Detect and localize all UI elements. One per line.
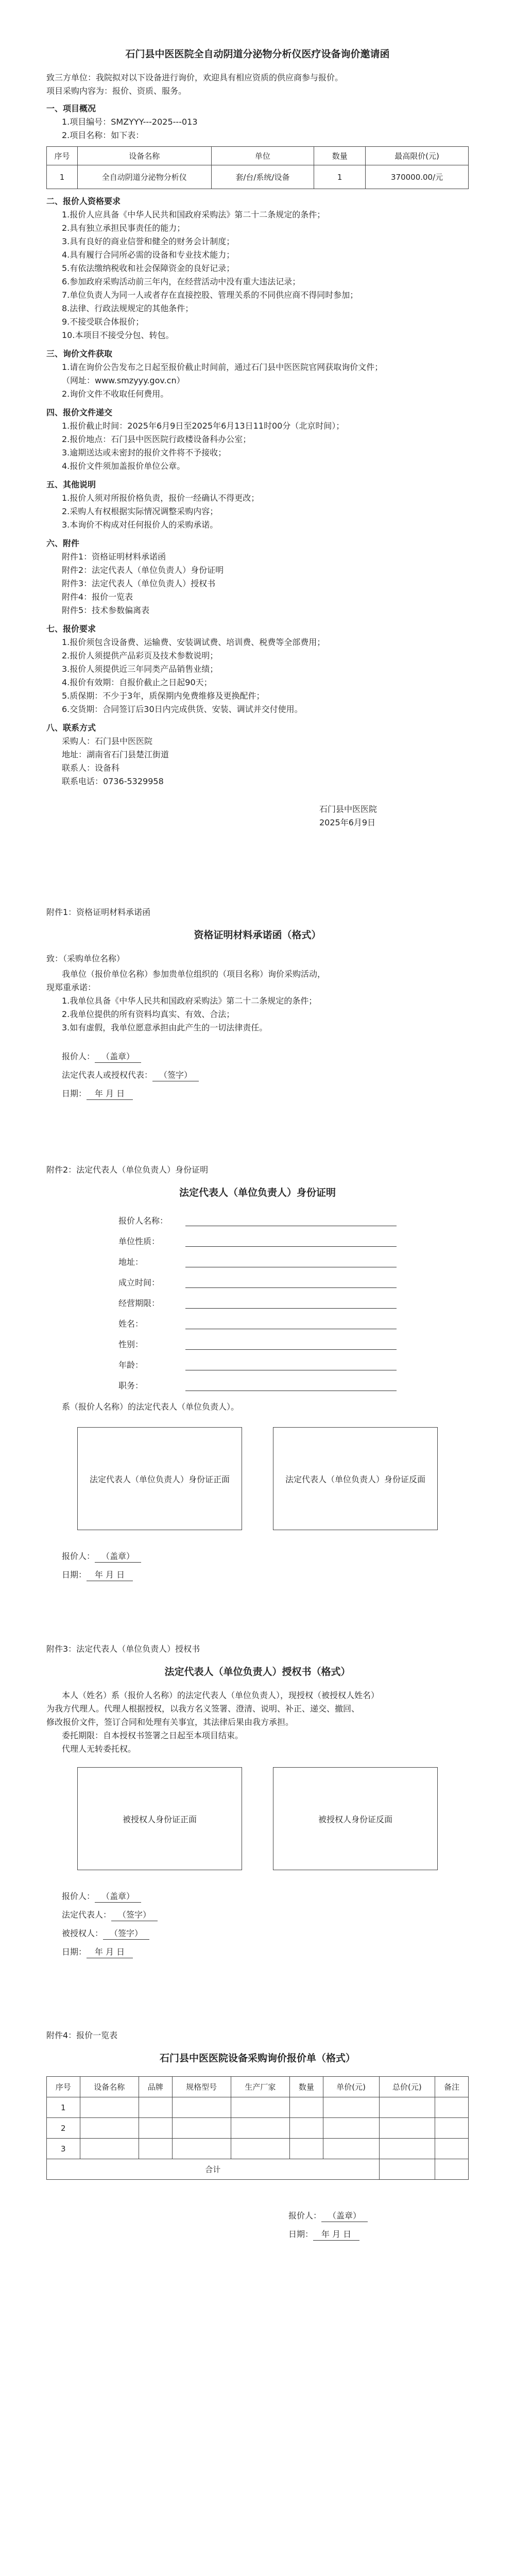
annex-addressee: 致：（采购单位名称）	[46, 954, 125, 963]
list-item: 采购人：石门县中医医院	[62, 736, 153, 746]
table-cell: 1	[47, 165, 78, 189]
table-cell[interactable]	[290, 2139, 323, 2159]
list-item: 联系电话：0736-5329958	[62, 776, 164, 786]
list-item: 1.报价截止时间：2025年6月9日至2025年6月13日11时00分（北京时间）；	[62, 421, 345, 431]
table-cell[interactable]	[379, 2118, 435, 2139]
annex-title: 法定代表人（单位负责人）授权书（格式）	[164, 1666, 351, 1677]
annex-title: 法定代表人（单位负责人）身份证明	[179, 1187, 336, 1198]
signature-line	[62, 1551, 469, 1563]
list-item: 附件4：报价一览表	[62, 592, 133, 602]
signature-field[interactable]: （签字）	[103, 1928, 149, 1940]
form-field	[118, 1370, 397, 1391]
signature-field[interactable]: 年 月 日	[87, 1946, 133, 1958]
list-item: 5.有依法缴纳税收和社会保障资金的良好记录；	[62, 263, 235, 273]
section-heading: 五、其他说明	[46, 480, 96, 489]
list-item: 1.报价人应具备《中华人民共和国政府采购法》第二十二条规定的条件；	[62, 210, 325, 219]
field-input[interactable]	[185, 1338, 397, 1350]
signature-line	[288, 2229, 469, 2241]
signature-line	[62, 1891, 469, 1903]
signature-field[interactable]: （盖章）	[321, 2210, 368, 2222]
list-item: 4.报价文件须加盖报价单位公章。	[62, 461, 185, 471]
table-header-cell: 数量	[290, 2077, 323, 2097]
section-heading: 八、联系方式	[46, 723, 96, 733]
section-heading: 四、报价文件递交	[46, 408, 113, 417]
table-header-cell: 生产厂家	[231, 2077, 289, 2097]
signature-field[interactable]: （盖章）	[95, 1551, 141, 1563]
list-item: 2.询价文件不收取任何费用。	[62, 389, 169, 399]
field-input[interactable]	[185, 1215, 397, 1226]
idcard-back-box[interactable]	[273, 1427, 438, 1530]
table-cell[interactable]	[231, 2097, 289, 2118]
sign-org: 石门县中医医院	[319, 804, 377, 814]
table-header-row	[47, 2077, 469, 2097]
list-item: 1.报价人须对所报价格负责，报价一经确认不得更改；	[62, 493, 260, 503]
list-item: 2.报价人须提供产品彩页及技术参数说明；	[62, 651, 218, 660]
list-item: 8.法律、行政法规规定的其他条件；	[62, 303, 194, 313]
signature-line	[62, 1928, 469, 1940]
annex-body-line: 修改报价文件，签订合同和处理有关事宜，其法律后果由我方承担。	[46, 1717, 294, 1727]
table-cell[interactable]	[80, 2097, 139, 2118]
table-cell[interactable]	[379, 2159, 435, 2180]
table-cell[interactable]	[379, 2097, 435, 2118]
field-label: 单位性质：	[118, 1236, 160, 1246]
annex-body-line: 本人（姓名）系（报价人名称）的法定代表人（单位负责人），现授权（被授权人姓名）	[62, 1690, 380, 1700]
field-label: 经营期限：	[118, 1298, 160, 1308]
field-label: 姓名：	[118, 1319, 144, 1329]
annex-body-line: 委托期限：自本授权书签署之日起至本项目结束。	[62, 1731, 244, 1740]
list-item[interactable]: （网址：www.smzyyy.gov.cn）	[62, 376, 185, 385]
annex-body-line: 2.我单位提供的所有资料均真实、有效、合法；	[62, 1009, 235, 1019]
annex-title: 资格证明材料承诺函（格式）	[194, 929, 321, 941]
idcard-back-box[interactable]	[273, 1767, 438, 1870]
signature-line	[288, 2210, 469, 2222]
table-row	[47, 165, 469, 189]
table-cell[interactable]	[323, 2139, 379, 2159]
field-label: 地址：	[118, 1257, 144, 1267]
table-header-cell: 序号	[47, 2077, 80, 2097]
annex-note: 系（报价人名称）的法定代表人（单位负责人）。	[62, 1402, 239, 1412]
table-cell: 1	[47, 2097, 80, 2118]
signature-label: 被授权人：	[62, 1928, 104, 1938]
signature-field[interactable]: 年 月 日	[87, 1088, 133, 1100]
table-cell[interactable]	[172, 2097, 231, 2118]
table-header-row	[47, 147, 469, 165]
intro-line: 致三方单位：我院拟对以下设备进行询价，欢迎具有相应资质的供应商参与报价。	[46, 73, 344, 82]
idcard-back-label: 法定代表人（单位负责人）身份证反面	[285, 1475, 425, 1484]
field-label: 报价人名称：	[118, 1216, 168, 1226]
signature-label: 日期：	[288, 2229, 314, 2239]
intro-line: 项目采购内容为：报价、资质、服务。	[46, 86, 187, 96]
table-cell[interactable]	[172, 2118, 231, 2139]
list-item: 附件5：技术参数偏离表	[62, 605, 150, 615]
table-cell[interactable]	[435, 2118, 469, 2139]
table-cell[interactable]	[435, 2159, 469, 2180]
list-item: 6.交货期：合同签订后30日内完成供货、安装、调试并交付使用。	[62, 704, 303, 714]
table-header-cell: 备注	[435, 2077, 469, 2097]
field-input[interactable]	[185, 1297, 397, 1309]
table-cell: 370000.00/元	[366, 165, 469, 189]
signature-line	[62, 1051, 469, 1063]
list-item: 9.不接受联合体报价；	[62, 317, 144, 327]
signature-line	[62, 1070, 469, 1081]
signature-line	[62, 1088, 469, 1100]
annex-label: 附件1：资格证明材料承诺函	[46, 907, 151, 917]
form-field	[118, 1247, 397, 1267]
signature-field[interactable]: 年 月 日	[87, 1569, 133, 1581]
list-item: 6.参加政府采购活动前三年内，在经营活动中没有重大违法记录；	[62, 277, 301, 286]
idcard-front-label: 被授权人身份证正面	[122, 1815, 197, 1824]
signature-label: 法定代表人或授权代表：	[62, 1070, 153, 1080]
table-cell: 2	[47, 2118, 80, 2139]
table-header-cell: 规格型号	[172, 2077, 231, 2097]
table-cell[interactable]	[172, 2139, 231, 2159]
list-item: 3.具有良好的商业信誉和健全的财务会计制度；	[62, 236, 235, 246]
field-label: 年龄：	[118, 1360, 144, 1370]
list-item: 3.本询价不构成对任何报价人的采购承诺。	[62, 520, 218, 530]
field-label: 性别：	[118, 1340, 144, 1349]
signature-label: 日期：	[62, 1947, 87, 1957]
table-cell[interactable]	[379, 2139, 435, 2159]
table-row	[47, 2097, 469, 2118]
signature-line	[62, 1946, 469, 1958]
table-header-cell: 品牌	[139, 2077, 172, 2097]
table-header-cell: 单位	[211, 147, 314, 165]
table-header-cell: 设备名称	[77, 147, 211, 165]
list-item: 附件2：法定代表人（单位负责人）身份证明	[62, 565, 224, 575]
signature-field[interactable]: 年 月 日	[313, 2229, 359, 2241]
table-header-cell: 最高限价(元)	[366, 147, 469, 165]
signature-field[interactable]: （盖章）	[95, 1051, 141, 1063]
section-heading: 七、报价要求	[46, 624, 96, 634]
signature-label: 报价人：	[62, 1551, 95, 1561]
field-input[interactable]	[185, 1277, 397, 1288]
annex-label: 附件4：报价一览表	[46, 2030, 118, 2040]
list-item: 4.报价有效期：自报价截止之日起90天；	[62, 677, 212, 687]
quote-table	[46, 2076, 469, 2180]
field-label: 职务：	[118, 1381, 144, 1391]
sign-date: 2025年6月9日	[319, 818, 376, 827]
signature-label: 报价人：	[62, 1891, 95, 1901]
field-input[interactable]	[185, 1359, 397, 1370]
table-cell[interactable]	[231, 2139, 289, 2159]
form-field	[118, 1288, 397, 1309]
signature-field[interactable]: （签字）	[152, 1070, 199, 1081]
list-item: 1.项目编号：SMZYYY---2025---013	[62, 117, 198, 127]
form-field	[118, 1329, 397, 1350]
list-item: 附件1：资格证明材料承诺函	[62, 552, 166, 562]
table-cell[interactable]	[139, 2097, 172, 2118]
table-row	[47, 2118, 469, 2139]
table-cell[interactable]	[323, 2097, 379, 2118]
list-item: 4.具有履行合同所必需的设备和专业技术能力；	[62, 250, 235, 260]
signature-label: 日期：	[62, 1089, 87, 1098]
table-cell: 合计	[47, 2159, 380, 2180]
table-header-cell: 数量	[314, 147, 366, 165]
field-input[interactable]	[185, 1318, 397, 1329]
annex-body-line: 我单位（报价单位名称）参加贵单位组织的（项目名称）询价采购活动，	[62, 969, 326, 979]
annex-title: 石门县中医医院设备采购询价报价单（格式）	[159, 2053, 355, 2064]
table-cell: 3	[47, 2139, 80, 2159]
signature-line	[62, 1569, 469, 1581]
table-cell[interactable]	[80, 2118, 139, 2139]
form-field	[118, 1206, 397, 1226]
annex-body-line: 现郑重承诺：	[46, 982, 96, 992]
form-field	[118, 1267, 397, 1288]
form-field	[118, 1226, 397, 1247]
table-cell[interactable]	[435, 2097, 469, 2118]
section-heading: 六、附件	[46, 538, 80, 548]
form-field	[118, 1309, 397, 1329]
form-field	[118, 1350, 397, 1370]
list-item: 3.逾期送达或未密封的报价文件将不予接收；	[62, 448, 227, 457]
list-item: 2.采购人有权根据实际情况调整采购内容；	[62, 506, 218, 516]
table-header-cell: 总价(元)	[379, 2077, 435, 2097]
table-cell[interactable]	[139, 2139, 172, 2159]
table-cell[interactable]	[139, 2118, 172, 2139]
idcard-front-box[interactable]	[77, 1767, 242, 1870]
table-cell: 全自动阴道分泌物分析仪	[77, 165, 211, 189]
signature-field[interactable]: （盖章）	[95, 1891, 141, 1903]
field-label: 成立时间：	[118, 1278, 160, 1287]
list-item: 7.单位负责人为同一人或者存在直接控股、管理关系的不同供应商不得同时参加；	[62, 290, 358, 300]
list-item: 10.本项目不接受分包、转包。	[62, 330, 174, 340]
table-header-cell: 序号	[47, 147, 78, 165]
table-cell: 套/台/系统/设备	[211, 165, 314, 189]
annex-body-line: 3.如有虚假，我单位愿意承担由此产生的一切法律责任。	[62, 1023, 268, 1032]
table-row	[47, 2139, 469, 2159]
section-heading: 二、报价人资格要求	[46, 196, 121, 206]
table-header-cell: 单价(元)	[323, 2077, 379, 2097]
field-input[interactable]	[185, 1235, 397, 1247]
table-cell: 1	[314, 165, 366, 189]
signature-label: 日期：	[62, 1570, 87, 1580]
table-cell[interactable]	[80, 2139, 139, 2159]
field-input[interactable]	[185, 1256, 397, 1267]
annex-body-line: 1.我单位具备《中华人民共和国政府采购法》第二十二条规定的条件；	[62, 996, 317, 1006]
table-cell[interactable]	[231, 2118, 289, 2139]
idcard-back-label: 被授权人身份证反面	[318, 1815, 392, 1824]
project-table	[46, 146, 469, 189]
list-item: 3.报价人须提供近三年同类产品销售业绩；	[62, 664, 218, 674]
table-total-row	[47, 2159, 469, 2180]
section-heading: 一、项目概况	[46, 104, 96, 113]
table-cell[interactable]	[290, 2097, 323, 2118]
signature-label: 法定代表人：	[62, 1910, 112, 1920]
list-item: 5.质保期：不少于3年，质保期内免费维修及更换配件；	[62, 691, 265, 701]
table-cell[interactable]	[435, 2139, 469, 2159]
signature-label: 报价人：	[62, 1052, 95, 1061]
signature-line	[62, 1909, 469, 1921]
list-item: 1.报价须包含设备费、运输费、安装调试费、培训费、税费等全部费用；	[62, 637, 325, 647]
list-item: 1.请在询价公告发布之日起至报价截止时间前，通过石门县中医医院官网获取询价文件；	[62, 362, 383, 372]
annex-label: 附件2：法定代表人（单位负责人）身份证明	[46, 1165, 209, 1175]
list-item: 附件3：法定代表人（单位负责人）授权书	[62, 579, 216, 588]
idcard-front-box[interactable]	[77, 1427, 242, 1530]
signature-label: 报价人：	[288, 2211, 322, 2221]
table-header-cell: 设备名称	[80, 2077, 139, 2097]
annex-label: 附件3：法定代表人（单位负责人）授权书	[46, 1644, 200, 1654]
list-item: 2.报价地点：石门县中医医院行政楼设备科办公室；	[62, 434, 251, 444]
doc-title: 石门县中医医院全自动阴道分泌物分析仪医疗设备询价邀请函	[125, 48, 390, 60]
identity-form	[118, 1206, 397, 1391]
annex-body-line: 代理人无转委托权。	[62, 1744, 136, 1754]
list-item: 2.具有独立承担民事责任的能力；	[62, 223, 185, 233]
list-item: 2.项目名称：如下表：	[62, 130, 144, 140]
field-input[interactable]	[185, 1380, 397, 1391]
annex-body-line: 为我方代理人。代理人根据授权，以我方名义签署、澄清、说明、补正、递交、撤回、	[46, 1704, 360, 1714]
list-item: 联系人：设备科	[62, 763, 120, 773]
list-item: 地址：湖南省石门县楚江街道	[62, 750, 169, 759]
table-cell[interactable]	[290, 2118, 323, 2139]
idcard-front-label: 法定代表人（单位负责人）身份证正面	[89, 1475, 230, 1484]
signature-field[interactable]: （签字）	[111, 1909, 158, 1921]
section-heading: 三、询价文件获取	[46, 349, 113, 359]
table-cell[interactable]	[323, 2118, 379, 2139]
